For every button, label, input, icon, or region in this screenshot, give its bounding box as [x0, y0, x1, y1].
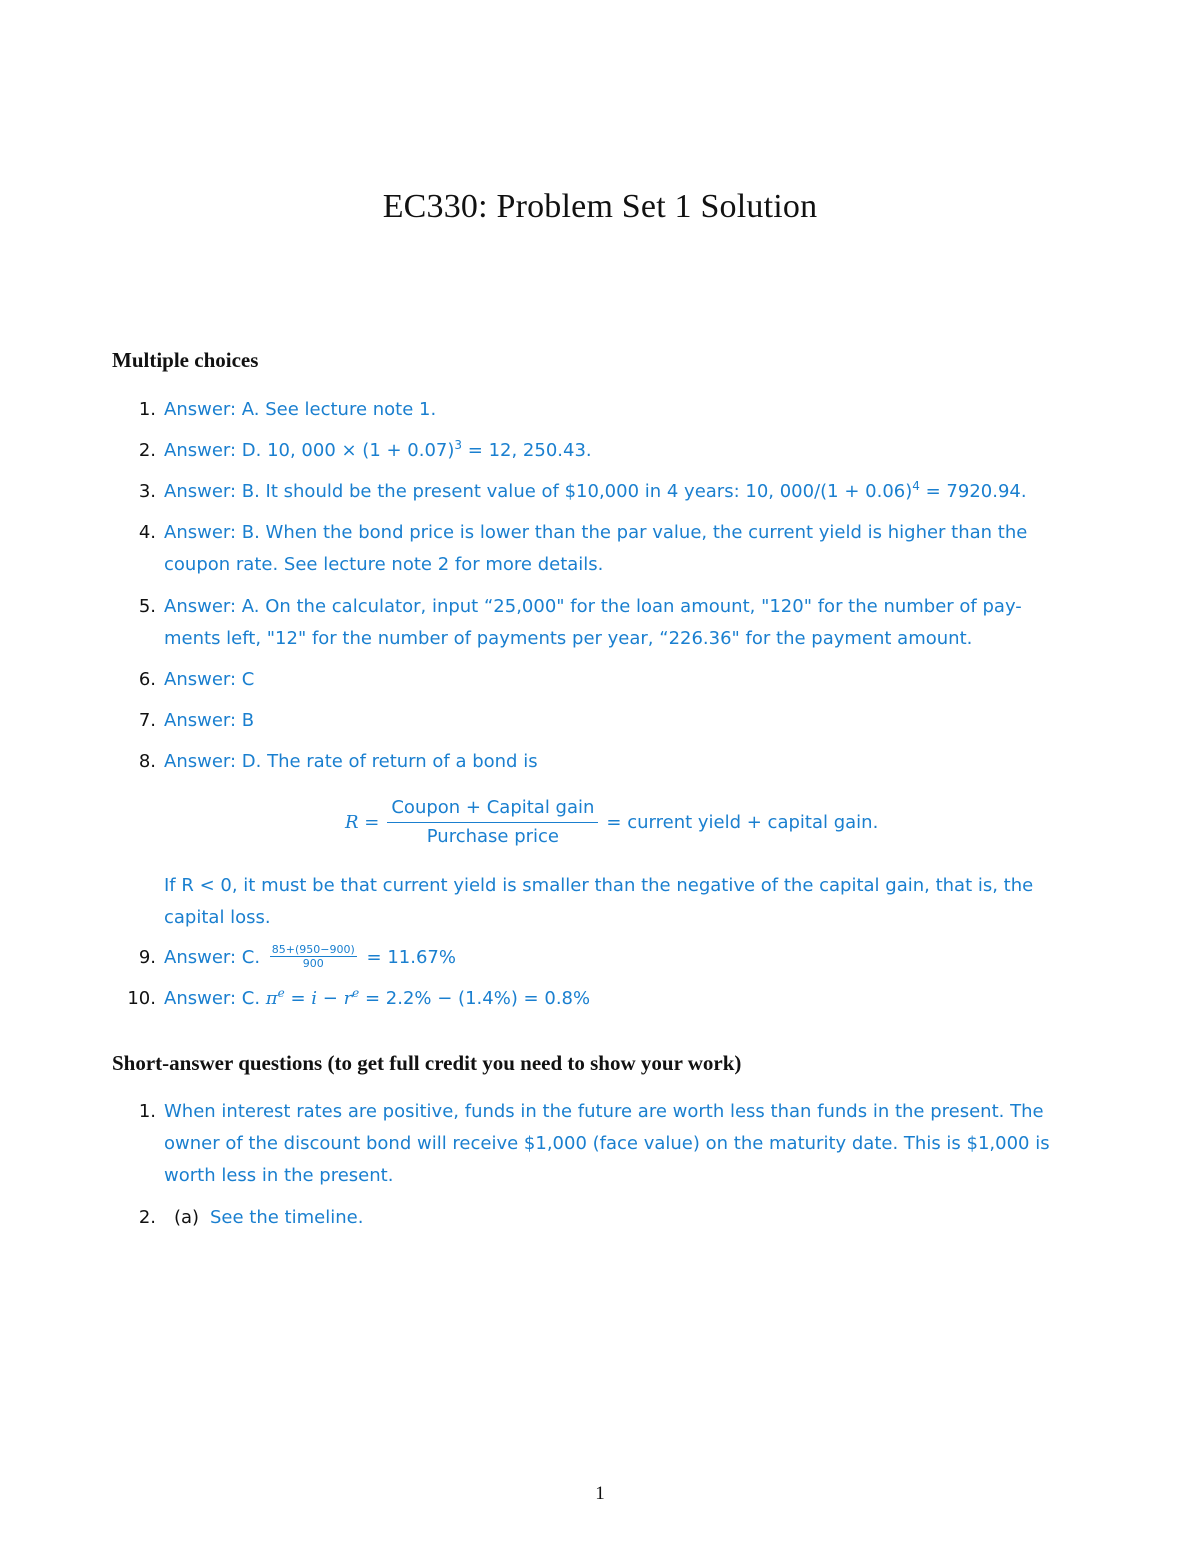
page-number: 1	[595, 1483, 605, 1504]
answer-text: Answer: C. $\frac{85+(950-900)}{900}$ = 11.67%	[164, 942, 456, 970]
answer-text-line: owner of the discount bond will receive $1,000 (face value) on the maturity date. This is $1,000 is	[164, 1133, 1050, 1154]
item-number: 5.	[138, 596, 156, 617]
page-title: EC330: Problem Set 1 Solution	[382, 188, 818, 225]
answer-text-line: ments left, "12" for the number of payments per year, “226.36" for the payment amount.	[164, 628, 973, 649]
item-number: 2.	[138, 1207, 156, 1228]
answer-text-line: Answer: A. On the calculator, input “25,000" for the loan amount, "120" for the number of pay-	[164, 596, 1022, 617]
answer-text: Answer: D. 10, $000 \times (1 + 0.07)^3 = 12$, 250.43.	[164, 438, 592, 461]
answer-text-line: When interest rates are positive, funds in the future are worth less than funds in the present. The	[164, 1101, 1044, 1122]
section-heading-short-answer: Short-answer questions (to get full credit you need to show your work)	[112, 1051, 742, 1075]
answer-text-line: worth less in the present.	[164, 1165, 394, 1186]
item-number: 9.	[138, 947, 156, 968]
item-number: 2.	[138, 440, 156, 461]
item-number: 6.	[138, 669, 156, 690]
item-number: 10.	[127, 988, 156, 1009]
current-yield-fraction: $\frac{85+(950-900)}{900}$	[271, 942, 355, 970]
answer-text-line: Answer: B. When the bond price is lower than the par value, the current yield is higher than the	[164, 522, 1028, 543]
answer-text: Answer: B	[164, 710, 255, 731]
answer-text: Answer: A. See lecture note 1.	[164, 399, 437, 420]
answer-text-line: coupon rate. See lecture note 2 for more details.	[164, 554, 604, 575]
item-number: 7.	[138, 710, 156, 731]
item-number: 1.	[138, 399, 156, 420]
followup-text-line: If R < 0, it must be that current yield is smaller than the negative of the capital gain, that is, the	[164, 875, 1034, 896]
equation-lhs: R =	[345, 811, 380, 833]
followup-text-line: capital loss.	[164, 907, 271, 928]
item-number: 4.	[138, 522, 156, 543]
equation-numerator: Coupon + Capital gain	[387, 796, 598, 823]
rate-of-return-equation	[345, 793, 878, 851]
answer-text: Answer: C	[164, 669, 255, 690]
answer-text: Answer: C. $\pi^e = i - r^e = 2.2\% - (1.4\%) = 0.8\%$	[164, 986, 591, 1009]
item-number: 3.	[138, 481, 156, 502]
sub-item-text: See the timeline.	[210, 1207, 364, 1228]
section-heading-multiple-choice: Multiple choices	[112, 348, 259, 372]
answer-text: Answer: D. The rate of return of a bond is	[164, 751, 538, 772]
equation-fraction	[387, 796, 598, 849]
sub-item-label: (a)	[174, 1207, 200, 1228]
equation-denominator: Purchase price	[426, 825, 560, 847]
item-number: 8.	[138, 751, 156, 772]
answer-text: Answer: B. It should be the present value of $10,000 in 4 years: 10, $000/(1 + 0.06)^4 = 7920.94$.	[164, 479, 1027, 502]
item-number: 1.	[138, 1101, 156, 1122]
equation-rhs: = current yield + capital gain.	[606, 811, 879, 833]
